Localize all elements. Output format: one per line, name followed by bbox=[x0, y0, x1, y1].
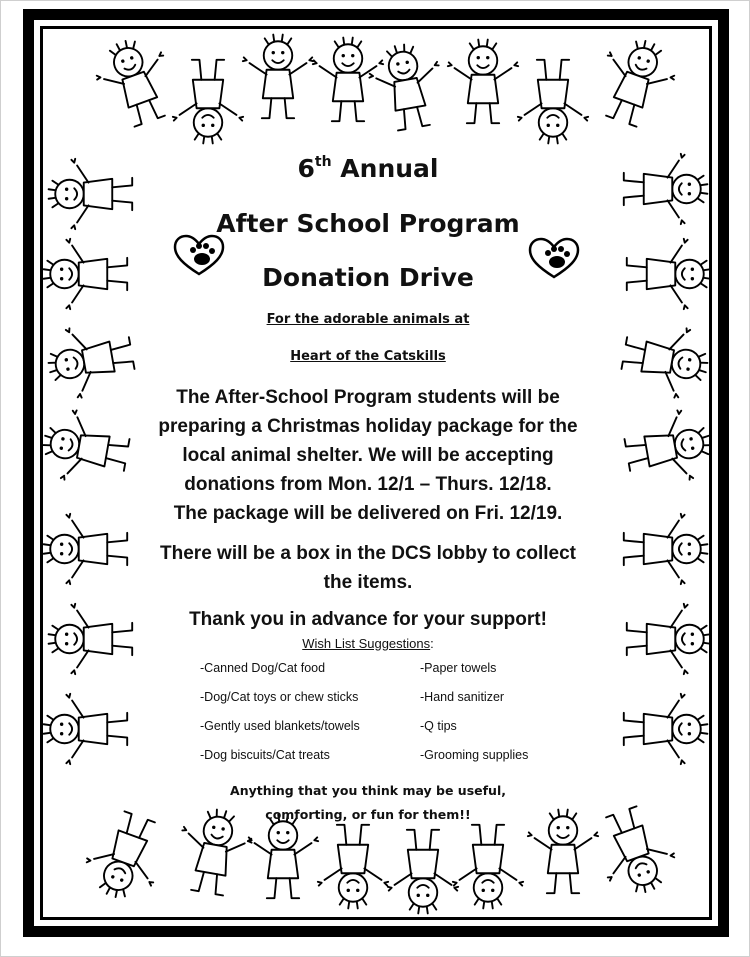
list-item: -Dog/Cat toys or chew sticks bbox=[200, 690, 359, 704]
announcement-paragraph: The After-School Program students will be preparing a Christmas holiday package for the local animal shelter. We will be accepting donations from Mon. 12/1 – Thurs. 12/18. The package will be delivered on Fri. 12/19. bbox=[158, 387, 578, 524]
closing-message: Anything that you think may be useful, comforting, or fun for them!! bbox=[230, 783, 506, 822]
subtitle-line-2: Heart of the Catskills bbox=[290, 349, 446, 364]
thank-you-line: Thank you in advance for your support! bbox=[189, 609, 547, 630]
stick-kid-icon bbox=[248, 815, 318, 899]
wish-list-right-column bbox=[420, 661, 528, 777]
stick-kid-icon bbox=[318, 825, 388, 909]
list-item: -Grooming supplies bbox=[420, 748, 529, 762]
list-item: -Dog biscuits/Cat treats bbox=[200, 748, 330, 762]
stick-kid-icon bbox=[365, 39, 449, 134]
stick-kid-icon bbox=[588, 800, 683, 903]
stick-kid-icon bbox=[173, 60, 243, 144]
collection-box-paragraph: There will be a box in the DCS lobby to collect the items. bbox=[160, 543, 576, 593]
stick-kid-icon bbox=[49, 159, 133, 229]
stick-kid-icon bbox=[44, 239, 128, 309]
title-line-1: 6th Annual bbox=[297, 154, 439, 183]
stick-kid-icon bbox=[43, 406, 133, 490]
stick-kid-icon bbox=[588, 31, 683, 134]
stick-kid-icon bbox=[243, 35, 313, 119]
stick-kid-icon bbox=[313, 38, 383, 122]
stick-kid-icon bbox=[618, 318, 712, 402]
list-item: -Canned Dog/Cat food bbox=[200, 661, 326, 675]
subtitle-line-1: For the adorable animals at bbox=[266, 312, 470, 327]
stick-kid-icon bbox=[621, 406, 712, 490]
stick-kid-icon bbox=[518, 60, 588, 144]
stick-kid-icon bbox=[624, 514, 708, 584]
black-frame bbox=[23, 9, 729, 937]
stick-kid-icon bbox=[624, 154, 708, 224]
stick-kid-icon bbox=[388, 830, 458, 914]
stick-kid-icon bbox=[627, 239, 711, 309]
stick-kid-icon bbox=[624, 694, 708, 764]
stick-kid-icon bbox=[627, 604, 711, 674]
list-item: -Hand sanitizer bbox=[420, 690, 505, 704]
stick-kid-icon bbox=[44, 694, 128, 764]
stick-kid-icon bbox=[448, 40, 518, 124]
flyer-panel bbox=[40, 26, 712, 920]
stick-kid-icon bbox=[49, 604, 133, 674]
stick-kid-icon bbox=[43, 318, 138, 402]
title-line-3: Donation Drive bbox=[262, 263, 474, 292]
title-line-2: After School Program bbox=[216, 209, 520, 238]
wish-list-left-column bbox=[200, 661, 360, 777]
stick-kid-icon bbox=[44, 514, 128, 584]
stick-kid-icon bbox=[453, 825, 523, 909]
list-item: -Q tips bbox=[420, 719, 457, 733]
list-item: -Paper towels bbox=[420, 661, 497, 675]
list-item: -Gently used blankets/towels bbox=[200, 719, 360, 733]
stick-kid-icon bbox=[88, 31, 183, 134]
wish-list-title: Wish List Suggestions: bbox=[302, 636, 434, 651]
